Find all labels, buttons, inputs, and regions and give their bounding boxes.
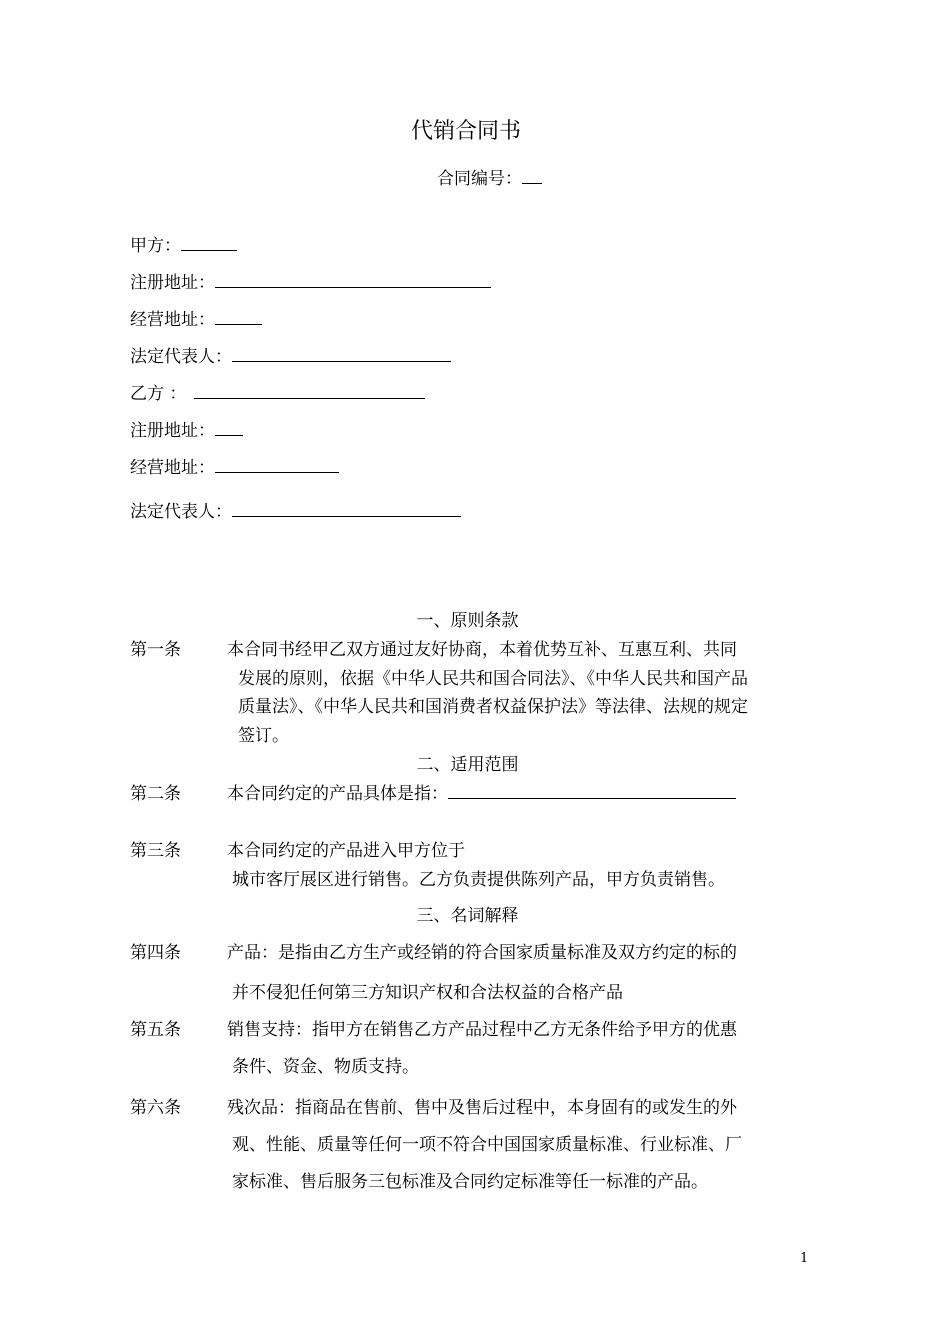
article-6-line: 残次品：指商品在售前、售中及售后过程中，本身固有的或发生的外 bbox=[227, 1098, 737, 1118]
contract-number-line bbox=[437, 164, 542, 189]
article-2-line bbox=[227, 779, 736, 804]
party-a-line bbox=[130, 231, 237, 256]
party-b-blank bbox=[194, 380, 425, 399]
article-3-line: 本合同约定的产品进入甲方位于 bbox=[227, 841, 465, 861]
party-a-legal-rep-label: 法定代表人： bbox=[130, 347, 232, 367]
party-b-business-address-line bbox=[130, 453, 339, 478]
party-a-business-address-line bbox=[130, 305, 262, 330]
article-1-line: 发展的原则，依据《中华人民共和国合同法》、《中华人民共和国产品 bbox=[238, 669, 748, 689]
party-b-legal-rep-blank bbox=[232, 498, 461, 517]
party-a-label: 甲方： bbox=[130, 236, 181, 256]
party-a-registered-address-blank bbox=[215, 269, 491, 288]
party-a-blank bbox=[181, 232, 237, 251]
article-5-line: 销售支持：指甲方在销售乙方产品过程中乙方无条件给予甲方的优惠 bbox=[227, 1020, 737, 1040]
article-4-label: 第四条 bbox=[130, 943, 181, 963]
section-heading-scope: 二、适用范围 bbox=[416, 755, 519, 775]
party-b-legal-rep-line bbox=[130, 497, 461, 522]
article-1-label: 第一条 bbox=[130, 640, 181, 660]
section-heading-principles: 一、原则条款 bbox=[416, 611, 519, 631]
article-6-line: 家标准、售后服务三包标准及合同约定标准等任一标准的产品。 bbox=[232, 1172, 708, 1192]
article-5-line: 条件、资金、物质支持。 bbox=[232, 1057, 419, 1077]
party-a-business-address-label: 经营地址： bbox=[130, 310, 215, 330]
party-a-legal-rep-blank bbox=[232, 343, 451, 362]
article-4-line: 并不侵犯任何第三方知识产权和合法权益的合格产品 bbox=[232, 983, 623, 1003]
product-spec-blank bbox=[448, 780, 736, 799]
party-b-legal-rep-label: 法定代表人： bbox=[130, 502, 232, 522]
document-title: 代销合同书 bbox=[410, 119, 521, 144]
section-heading-definitions: 三、名词解释 bbox=[416, 906, 519, 926]
article-2-label: 第二条 bbox=[130, 784, 181, 804]
page-number: 1 bbox=[800, 1251, 809, 1266]
party-a-registered-address-label: 注册地址： bbox=[130, 273, 215, 293]
party-a-registered-address-line bbox=[130, 268, 491, 293]
article-1-line: 本合同书经甲乙双方通过友好协商，本着优势互补、互惠互利、共同 bbox=[227, 640, 737, 660]
party-b-line bbox=[130, 379, 425, 404]
article-6-label: 第六条 bbox=[130, 1098, 181, 1118]
article-3-line: 城市客厅展区进行销售。乙方负责提供陈列产品，甲方负责销售。 bbox=[232, 870, 725, 890]
contract-number-blank bbox=[522, 165, 542, 184]
article-4-line: 产品：是指由乙方生产或经销的符合国家质量标准及双方约定的标的 bbox=[227, 943, 737, 963]
party-b-business-address-blank bbox=[215, 454, 339, 473]
article-6-line: 观、性能、质量等任何一项不符合中国国家质量标准、行业标准、厂 bbox=[232, 1135, 742, 1155]
party-a-legal-rep-line bbox=[130, 342, 451, 367]
article-1-line: 签订。 bbox=[238, 726, 289, 746]
party-b-registered-address-blank bbox=[215, 417, 243, 436]
article-5-label: 第五条 bbox=[130, 1020, 181, 1040]
article-3-label: 第三条 bbox=[130, 841, 181, 861]
contract-number-label: 合同编号： bbox=[437, 169, 522, 189]
article-1-line: 质量法》、《中华人民共和国消费者权益保护法》等法律、法规的规定 bbox=[238, 697, 748, 717]
party-b-business-address-label: 经营地址： bbox=[130, 458, 215, 478]
party-a-business-address-blank bbox=[215, 306, 262, 325]
party-b-label: 乙方 ： bbox=[130, 384, 187, 404]
party-b-registered-address-label: 注册地址： bbox=[130, 421, 215, 441]
party-b-registered-address-line bbox=[130, 416, 243, 441]
article-2-text: 本合同约定的产品具体是指： bbox=[227, 784, 448, 804]
